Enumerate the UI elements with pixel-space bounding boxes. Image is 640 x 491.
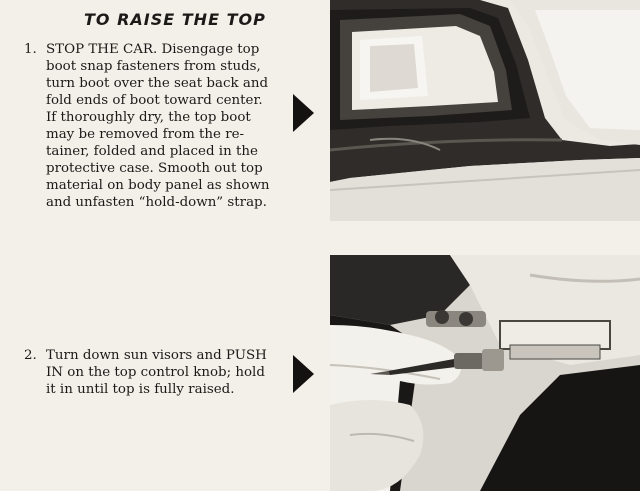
step-line: boot snap fasteners from studs, (46, 59, 261, 74)
step-line: tainer, folded and placed in the (46, 144, 258, 159)
step-text (46, 347, 267, 398)
step-line: it in until top is fully raised. (46, 382, 235, 397)
step-line: may be removed from the re- (46, 127, 245, 142)
step-line: turn boot over the seat back and (46, 76, 269, 91)
step-line: STOP THE CAR. Disengage top (46, 42, 260, 57)
right-pointer-arrow-icon (293, 355, 314, 393)
step-line: and unfasten “hold-down” strap. (46, 195, 267, 210)
photo-folded-top-boot (330, 0, 640, 221)
step-number: 1. (24, 42, 37, 57)
step-1 (24, 41, 270, 211)
step-number: 2. (24, 348, 37, 363)
section-heading: TO RAISE THE TOP (84, 10, 266, 29)
photo-top-control-knob (330, 255, 640, 491)
step-2 (24, 347, 267, 398)
right-pointer-arrow-icon (293, 94, 314, 132)
step-line: protective case. Smooth out top (46, 161, 263, 176)
step-line: Turn down sun visors and PUSH (46, 348, 267, 363)
step-line: fold ends of boot toward center. (46, 93, 263, 108)
step-line: If thoroughly dry, the top boot (46, 110, 251, 125)
step-line: material on body panel as shown (46, 178, 270, 193)
step-line: IN on the top control knob; hold (46, 365, 265, 380)
step-text (46, 41, 270, 211)
